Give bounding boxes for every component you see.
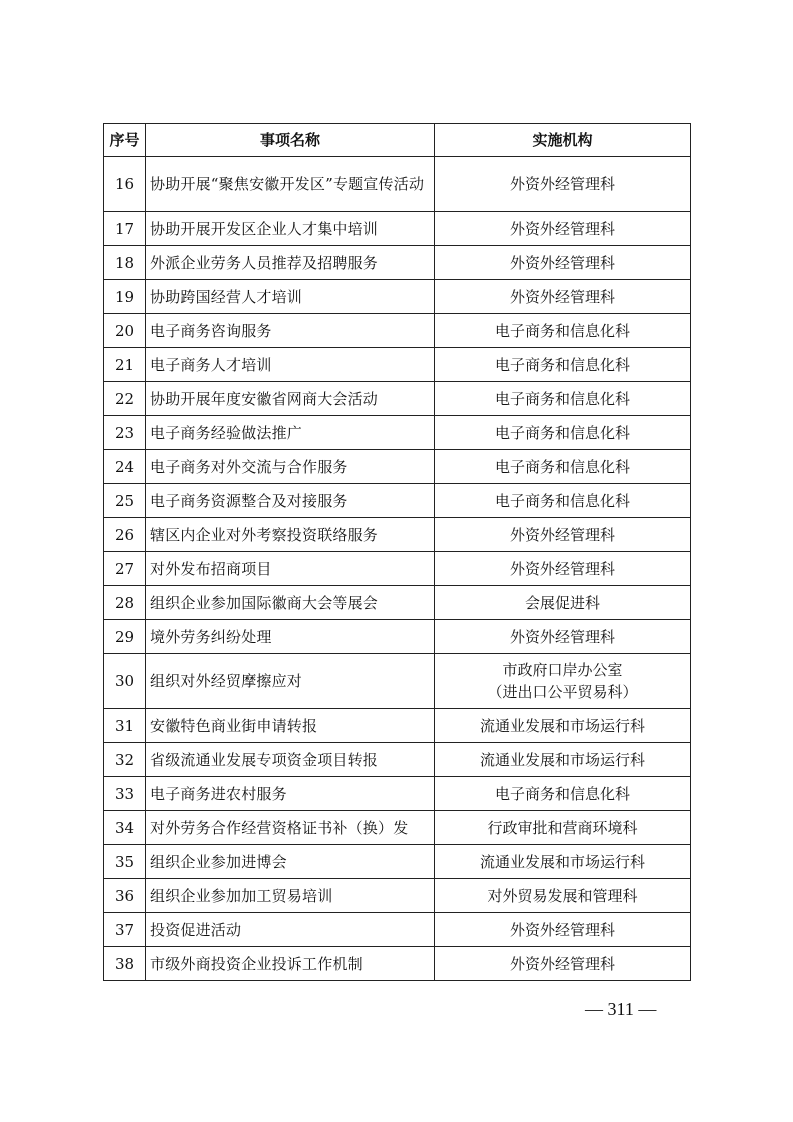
row-agency (435, 157, 691, 212)
row-agency-line: 外资外经管理科 (509, 287, 615, 306)
row-item-name: 协助开展“聚焦安徽开发区”专题宣传活动 (146, 157, 435, 212)
row-item-name: 市级外商投资企业投诉工作机制 (146, 947, 435, 981)
row-agency-line: 电子商务和信息化科 (494, 389, 630, 408)
row-agency-line: 电子商务和信息化科 (494, 423, 630, 442)
row-agency (435, 879, 691, 913)
row-agency (435, 811, 691, 845)
table-row (104, 382, 691, 416)
table-row (104, 416, 691, 450)
row-index: 33 (104, 777, 146, 811)
header-agency: 实施机构 (435, 124, 691, 157)
row-agency-line: 行政审批和营商环境科 (487, 818, 638, 837)
items-table (103, 123, 691, 981)
row-agency-line: 外资外经管理科 (509, 559, 615, 578)
row-agency (435, 845, 691, 879)
header-item-name: 事项名称 (146, 124, 435, 157)
row-item-name: 投资促进活动 (146, 913, 435, 947)
row-agency (435, 777, 691, 811)
row-agency-line: 外资外经管理科 (509, 627, 615, 646)
row-index: 22 (104, 382, 146, 416)
row-index: 19 (104, 280, 146, 314)
row-agency (435, 450, 691, 484)
row-index: 25 (104, 484, 146, 518)
row-agency (435, 709, 691, 743)
row-item-name: 辖区内企业对外考察投资联络服务 (146, 518, 435, 552)
row-agency (435, 348, 691, 382)
row-item-name: 电子商务进农村服务 (146, 777, 435, 811)
row-item-name: 对外发布招商项目 (146, 552, 435, 586)
table-row (104, 280, 691, 314)
row-agency-line: 外资外经管理科 (509, 219, 615, 238)
row-index: 27 (104, 552, 146, 586)
table-row (104, 484, 691, 518)
row-agency-line: 电子商务和信息化科 (494, 355, 630, 374)
row-index: 29 (104, 620, 146, 654)
row-agency-line: 外资外经管理科 (509, 253, 615, 272)
table-row (104, 777, 691, 811)
row-agency (435, 416, 691, 450)
table-row (104, 654, 691, 709)
row-index: 16 (104, 157, 146, 212)
row-index: 23 (104, 416, 146, 450)
row-agency (435, 246, 691, 280)
row-agency (435, 382, 691, 416)
row-agency (435, 552, 691, 586)
header-index: 序号 (104, 124, 146, 157)
row-agency (435, 947, 691, 981)
row-index: 31 (104, 709, 146, 743)
row-agency-line: 流通业发展和市场运行科 (479, 716, 645, 735)
row-agency-line: 对外贸易发展和管理科 (487, 886, 638, 905)
row-agency (435, 212, 691, 246)
row-agency-line: 市政府口岸办公室 (502, 661, 623, 679)
row-agency-line: 外资外经管理科 (509, 175, 615, 193)
table-row (104, 348, 691, 382)
table-row (104, 743, 691, 777)
table-row (104, 246, 691, 280)
page-number: — 311 — (585, 999, 657, 1019)
row-item-name: 省级流通业发展专项资金项目转报 (146, 743, 435, 777)
row-index: 20 (104, 314, 146, 348)
row-agency-line: 流通业发展和市场运行科 (479, 852, 645, 871)
row-index: 36 (104, 879, 146, 913)
row-index: 34 (104, 811, 146, 845)
table-row (104, 157, 691, 212)
row-item-name: 境外劳务纠纷处理 (146, 620, 435, 654)
row-agency (435, 314, 691, 348)
row-index: 26 (104, 518, 146, 552)
row-index: 21 (104, 348, 146, 382)
row-agency (435, 743, 691, 777)
table-row (104, 620, 691, 654)
row-agency-line: （进出口公平贸易科） (487, 683, 638, 701)
row-agency (435, 518, 691, 552)
table-row (104, 314, 691, 348)
row-agency (435, 913, 691, 947)
row-item-name: 电子商务咨询服务 (146, 314, 435, 348)
row-index: 35 (104, 845, 146, 879)
table-row (104, 879, 691, 913)
table-header-row (104, 124, 691, 157)
row-item-name: 电子商务对外交流与合作服务 (146, 450, 435, 484)
table-row (104, 552, 691, 586)
table-row (104, 913, 691, 947)
row-agency-line: 电子商务和信息化科 (494, 491, 630, 510)
row-agency-line: 会展促进科 (524, 593, 600, 612)
row-index: 17 (104, 212, 146, 246)
row-index: 24 (104, 450, 146, 484)
row-item-name: 协助开展年度安徽省网商大会活动 (146, 382, 435, 416)
row-agency-line: 外资外经管理科 (509, 525, 615, 544)
table-row (104, 518, 691, 552)
row-item-name: 对外劳务合作经营资格证书补（换）发 (146, 811, 435, 845)
row-item-name: 电子商务经验做法推广 (146, 416, 435, 450)
row-index: 28 (104, 586, 146, 620)
row-index: 32 (104, 743, 146, 777)
row-item-name: 组织企业参加国际徽商大会等展会 (146, 586, 435, 620)
row-agency-line: 电子商务和信息化科 (494, 784, 630, 803)
row-agency (435, 586, 691, 620)
row-item-name: 电子商务资源整合及对接服务 (146, 484, 435, 518)
row-item-name: 组织企业参加加工贸易培训 (146, 879, 435, 913)
row-item-name: 协助开展开发区企业人才集中培训 (146, 212, 435, 246)
table-row (104, 811, 691, 845)
row-agency-line: 外资外经管理科 (509, 954, 615, 973)
row-agency-line: 电子商务和信息化科 (494, 321, 630, 340)
row-agency (435, 620, 691, 654)
table-row (104, 212, 691, 246)
row-agency-line: 外资外经管理科 (509, 920, 615, 939)
row-item-name: 组织对外经贸摩擦应对 (146, 654, 435, 709)
row-agency (435, 484, 691, 518)
row-index: 30 (104, 654, 146, 709)
row-item-name: 外派企业劳务人员推荐及招聘服务 (146, 246, 435, 280)
row-index: 38 (104, 947, 146, 981)
row-agency-line: 流通业发展和市场运行科 (479, 750, 645, 769)
row-agency (435, 654, 691, 709)
row-item-name: 组织企业参加进博会 (146, 845, 435, 879)
row-item-name: 电子商务人才培训 (146, 348, 435, 382)
row-index: 37 (104, 913, 146, 947)
table-row (104, 845, 691, 879)
table-row (104, 709, 691, 743)
row-agency-line: 电子商务和信息化科 (494, 457, 630, 476)
table-row (104, 947, 691, 981)
row-index: 18 (104, 246, 146, 280)
row-item-name: 协助跨国经营人才培训 (146, 280, 435, 314)
table-row (104, 450, 691, 484)
row-item-name: 安徽特色商业街申请转报 (146, 709, 435, 743)
row-agency (435, 280, 691, 314)
table-row (104, 586, 691, 620)
